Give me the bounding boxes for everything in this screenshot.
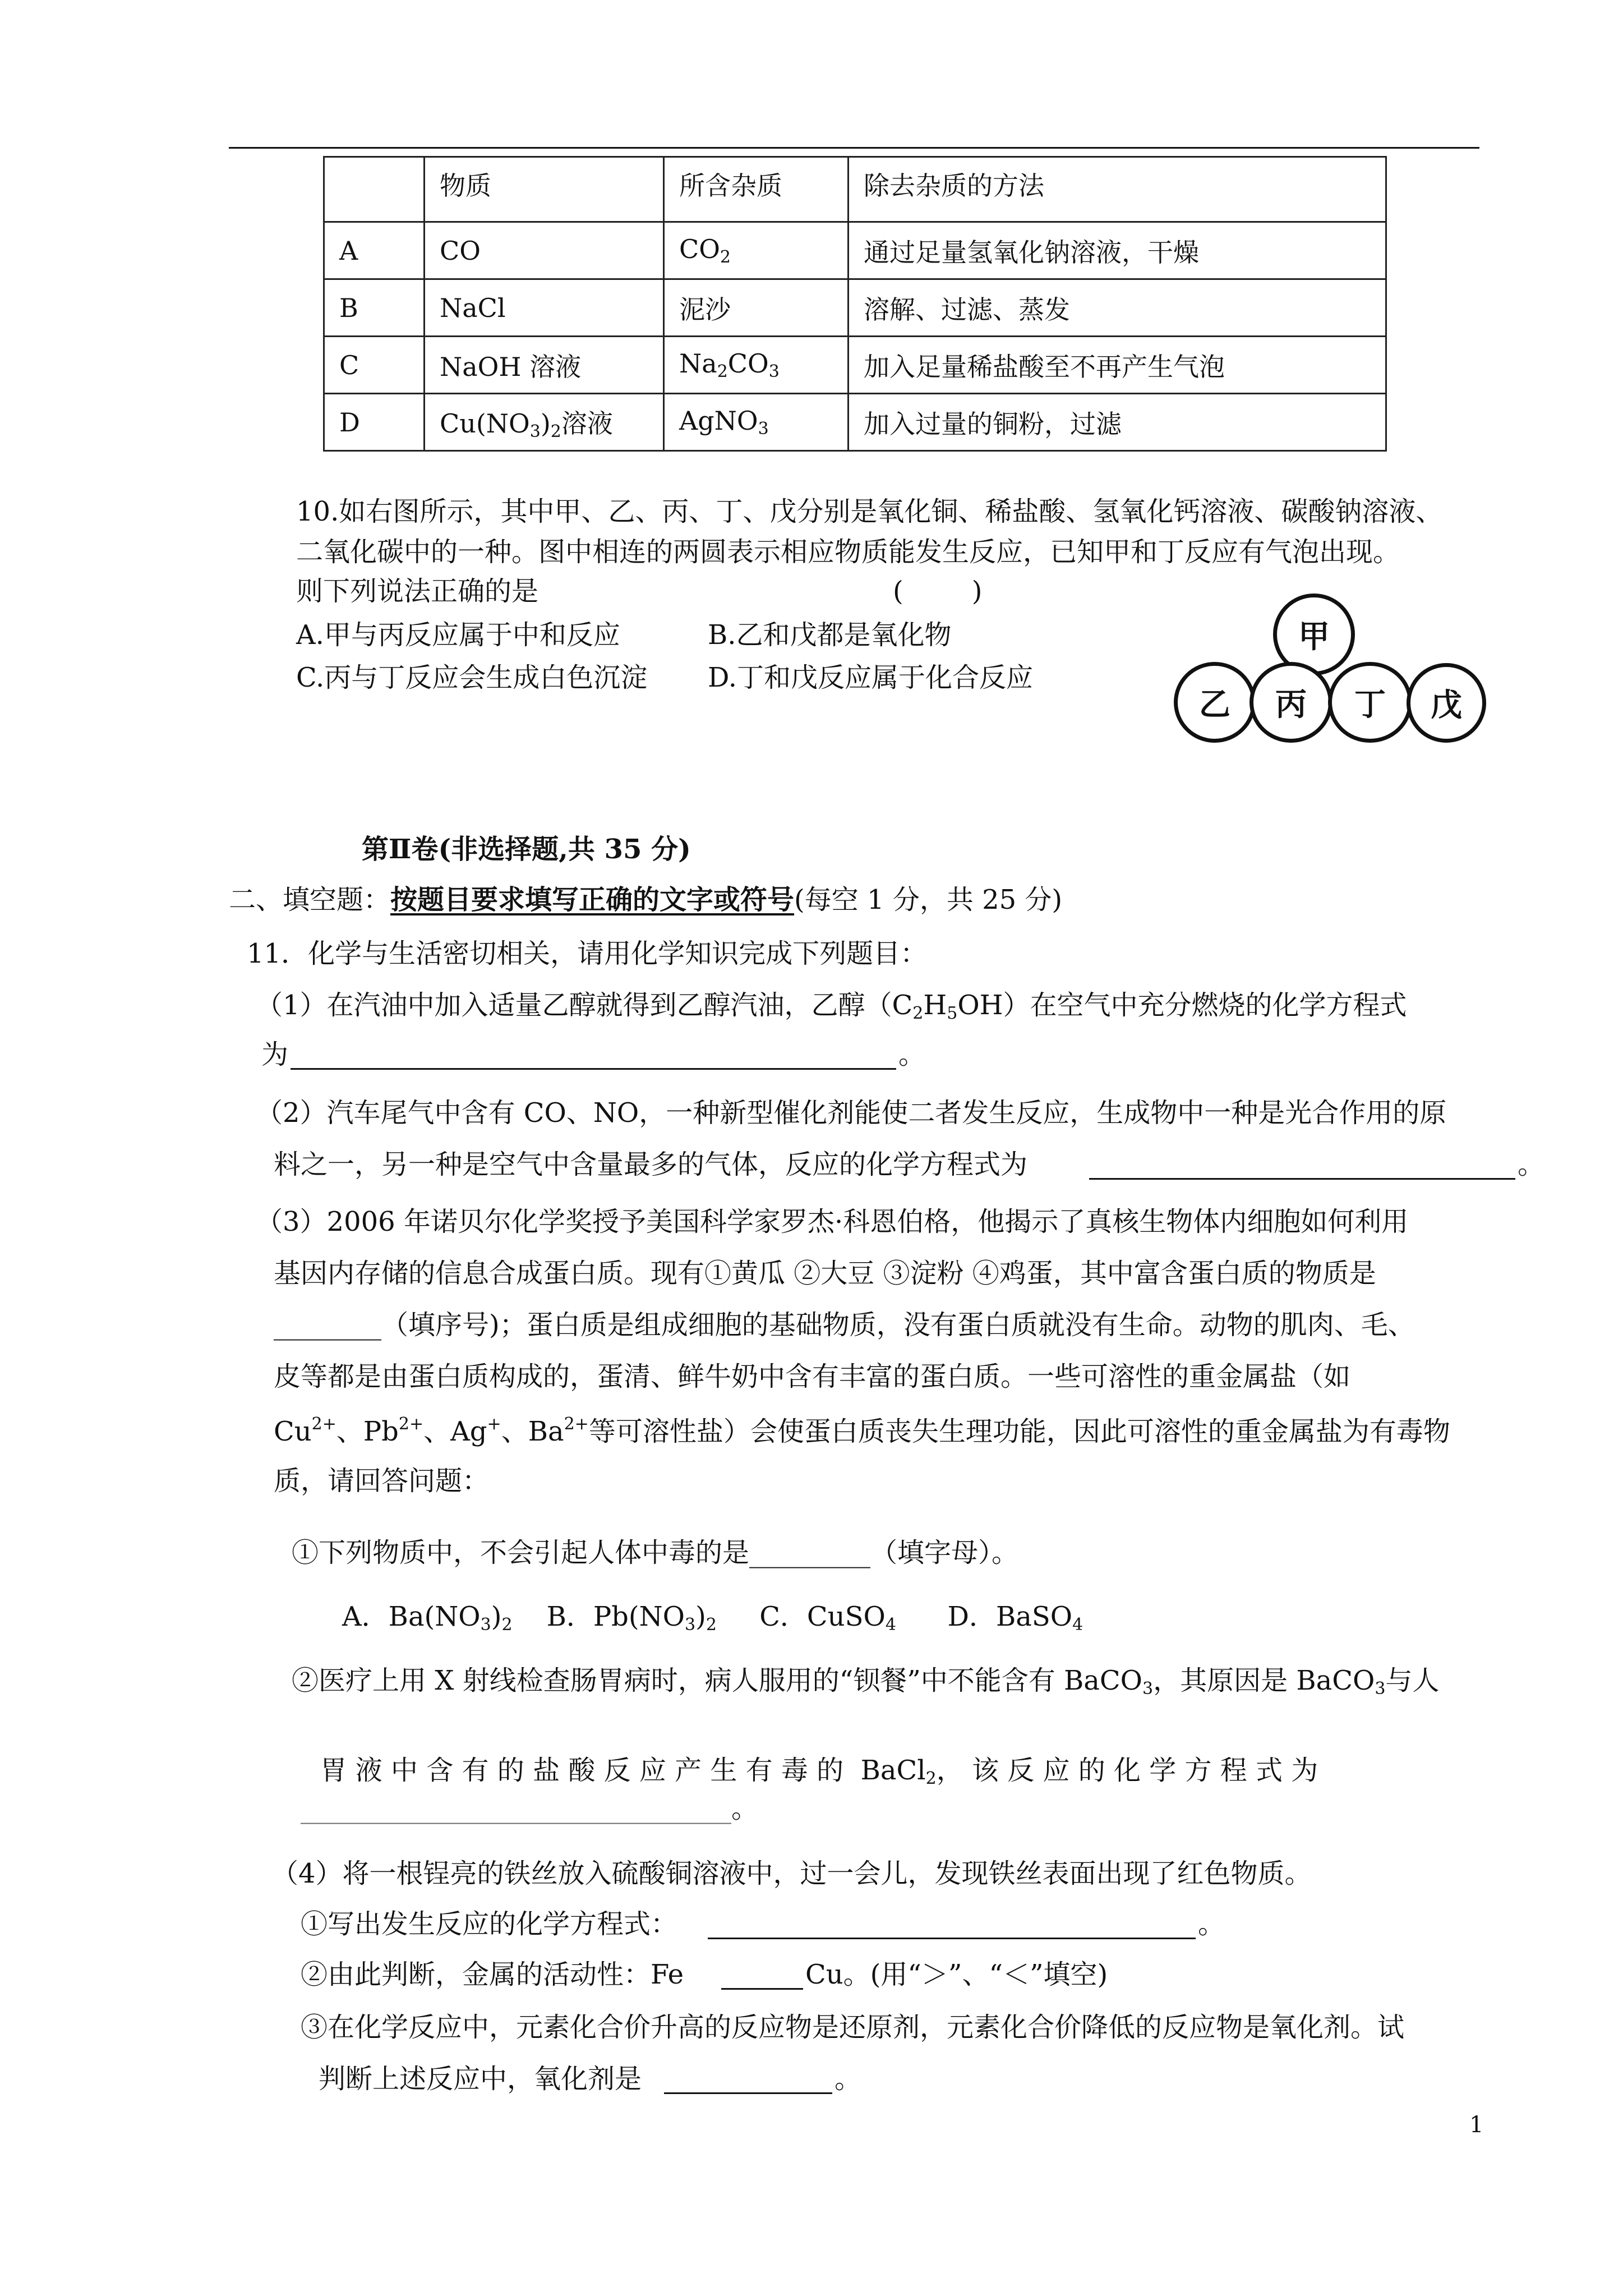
q11-p2-line2: 料之一，另一种是空气中含量最多的气体，反应的化学方程式为 [274, 1149, 1028, 1180]
table-header-cell: 物质 [425, 157, 664, 222]
row-method: 加入过量的铜粉，过滤 [849, 394, 1386, 451]
answer-blank[interactable] [1089, 1178, 1515, 1180]
q11-p2-end: 。 [1518, 1149, 1545, 1180]
q11-p4-s1-end: 。 [1198, 1908, 1225, 1940]
q10-option-d: D.丁和戊反应属于化合反应 [708, 662, 1034, 693]
q10-line1: 10.如右图所示，其中甲、乙、丙、丁、戊分别是氧化铜、稀盐酸、氢氧化钙溶液、碳酸钠溶液、 [296, 496, 1443, 527]
q11-sub1-options: A．$Ba(NO_3)_2$ B．$Pb(NO_3)_2$ C．CuSO$_4$ D．BaSO$_4$ [342, 1601, 1083, 1635]
q10-option-c: C.丙与丁反应会生成白色沉淀 [296, 662, 648, 693]
table-row [324, 279, 1386, 337]
row-label: A [324, 222, 425, 279]
table-row [324, 222, 1386, 279]
section2-title: 第Ⅱ卷(非选择题,共 35 分) [362, 834, 691, 865]
row-substance: CO [425, 222, 664, 279]
q11-sub1: ①下列物质中，不会引起人体中毒的是_________（填字母）。 [292, 1537, 1019, 1568]
table-header-cell [324, 157, 425, 222]
q11-sub2-line2: 胃 液 中 含 有 的 盐 酸 反 应 产 生 有 毒 的 BaCl$_2$， 该 反 应 的 化 学 方 程 式 为 [320, 1755, 1318, 1788]
circle-yi: 乙 [1174, 662, 1256, 743]
table-row [324, 337, 1386, 394]
row-impurity: $Na_2CO_3$ [664, 337, 849, 394]
q11-sub2-line1: ②医疗上用 X 射线检查肠胃病时，病人服用的“钡餐”中不能含有 BaCO$_3$，其原因是 BaCO$_3$与人 [292, 1665, 1440, 1699]
q11-p4-s2-b: Cu。(用“＞”、“＜”填空) [805, 1959, 1108, 1990]
impurity-table [323, 156, 1387, 452]
row-impurity: $CO_2$ [664, 222, 849, 279]
row-label: D [324, 394, 425, 451]
row-substance: NaCl [425, 279, 664, 337]
q11-p3-line3: ________（填序号)；蛋白质是组成细胞的基础物质，没有蛋白质就没有生命。动物的肌肉、毛、 [274, 1309, 1415, 1341]
q11-p4-line1: （4）将一根锃亮的铁丝放入硫酸铜溶液中，过一会儿，发现铁丝表面出现了红色物质。 [271, 1858, 1312, 1889]
q11-sub2-line3: ________________________________。 [301, 1793, 759, 1824]
row-impurity: AgNO$_3$ [664, 394, 849, 451]
answer-blank[interactable] [721, 1988, 803, 1990]
row-substance: $Cu(NO_3)_2$溶液 [425, 394, 664, 451]
q11-p4-s2-a: ②由此判断，金属的活动性：Fe [301, 1959, 684, 1990]
circle-wu: 戊 [1407, 663, 1486, 743]
q11-p3-line1: （3）2006 年诺贝尔化学奖授予美国科学家罗杰·科恩伯格，他揭示了真核生物体内细胞如何利用 [256, 1206, 1409, 1237]
answer-blank[interactable] [291, 1068, 896, 1070]
q11-p1-line2: 为 [261, 1039, 289, 1070]
circle-ding: 丁 [1328, 662, 1412, 743]
q10-answer-paren: ( ) [893, 576, 983, 607]
q11-intro: 11．化学与生活密切相关，请用化学知识完成下列题目： [247, 938, 928, 969]
answer-blank[interactable] [664, 2092, 832, 2094]
q11-p4-s3-line2: 判断上述反应中，氧化剂是 [319, 2063, 642, 2095]
row-label: B [324, 279, 425, 337]
row-method: 通过足量氢氧化钠溶液，干燥 [849, 222, 1386, 279]
q11-p3-line2: 基因内存储的信息合成蛋白质。现有①黄瓜 ②大豆 ③淀粉 ④鸡蛋，其中富含蛋白质的物质是 [274, 1258, 1376, 1289]
circle-bing: 丙 [1249, 662, 1332, 743]
header-rule [229, 147, 1479, 149]
table-header-row [324, 157, 1386, 222]
row-substance: NaOH 溶液 [425, 337, 664, 394]
section2-heading: 二、填空题：按题目要求填写正确的文字或符号(每空 1 分，共 25 分) [229, 884, 1063, 915]
row-method: 加入足量稀盐酸至不再产生气泡 [849, 337, 1386, 394]
row-method: 溶解、过滤、蒸发 [849, 279, 1386, 337]
q10-option-b: B.乙和戊都是氧化物 [708, 619, 952, 651]
q11-p3-line6: 质，请回答问题： [274, 1465, 490, 1497]
row-impurity: 泥沙 [664, 279, 849, 337]
q10-option-a: A.甲与丙反应属于中和反应 [296, 619, 620, 651]
q11-p1-end: 。 [898, 1039, 926, 1070]
q10-line3: 则下列说法正确的是 [296, 576, 539, 607]
q11-p4-s3-line1: ③在化学反应中，元素化合价升高的反应物是还原剂，元素化合价降低的反应物是氧化剂。试 [301, 2012, 1405, 2043]
q11-p3-line5: $Cu^{2+}$、$Pb^{2+}$、Ag+、$Ba^{2+}$等可溶性盐）会使蛋白质丧失生理功能，因此可溶性的重金属盐为有毒物 [274, 1414, 1450, 1447]
page-number: 1 [1469, 2112, 1484, 2138]
q11-p4-s3-end: 。 [834, 2063, 862, 2095]
q11-p3-line4: 皮等都是由蛋白质构成的，蛋清、鲜牛奶中含有丰富的蛋白质。一些可溶性的重金属盐（如 [274, 1361, 1351, 1392]
circle-jia: 甲 [1273, 593, 1355, 675]
table-row [324, 394, 1386, 451]
answer-blank[interactable] [708, 1938, 1196, 1939]
q10-line2: 二氧化碳中的一种。图中相连的两圆表示相应物质能发生反应，已知甲和丁反应有气泡出现。 [296, 536, 1400, 568]
q11-p1-line1: （1）在汽油中加入适量乙醇就得到乙醇汽油，乙醇$(C_2H_5OH)$在空气中充分燃烧的化学方程式 [256, 990, 1407, 1023]
table-header-cell: 除去杂质的方法 [849, 157, 1386, 222]
q11-p2-line1: （2）汽车尾气中含有 CO、NO，一种新型催化剂能使二者发生反应，生成物中一种是光合作用的原 [256, 1097, 1447, 1129]
q11-p4-s1: ①写出发生反应的化学方程式： [301, 1908, 678, 1940]
table-header-cell: 所含杂质 [664, 157, 849, 222]
row-label: C [324, 337, 425, 394]
